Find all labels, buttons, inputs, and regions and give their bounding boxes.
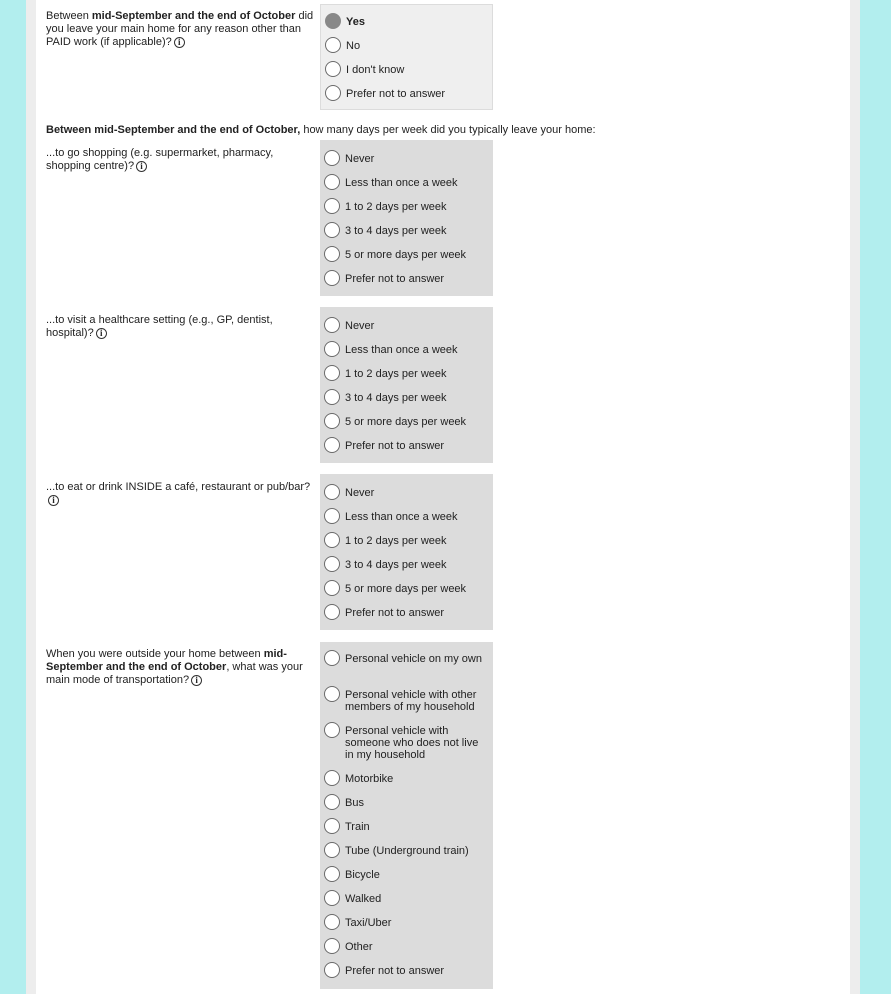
option-label: Prefer not to answer bbox=[345, 607, 445, 619]
option-label: Never bbox=[345, 487, 375, 499]
question-shopping bbox=[46, 147, 314, 173]
question-eat-drink bbox=[46, 481, 314, 507]
radio-button[interactable] bbox=[324, 389, 340, 405]
radio-button[interactable] bbox=[324, 604, 340, 620]
radio-button[interactable] bbox=[324, 222, 340, 238]
radio-button[interactable] bbox=[324, 938, 340, 954]
radio-button[interactable] bbox=[325, 61, 341, 77]
option-label: Tube (Underground train) bbox=[345, 845, 469, 857]
option-label: 1 to 2 days per week bbox=[345, 201, 447, 213]
option-label: 1 to 2 days per week bbox=[345, 368, 447, 380]
radio-button[interactable] bbox=[324, 198, 340, 214]
radio-button[interactable] bbox=[324, 508, 340, 524]
section-header-bold: Between mid-September and the end of October, bbox=[46, 124, 301, 136]
question-text: ...to visit a healthcare setting (e.g., GP, dentist, hospital)? bbox=[46, 314, 273, 339]
options-healthcare bbox=[320, 307, 493, 463]
left-gutter bbox=[26, 0, 36, 994]
radio-button[interactable] bbox=[324, 866, 340, 882]
option-label: 1 to 2 days per week bbox=[345, 535, 447, 547]
survey-page bbox=[36, 0, 850, 994]
question-bold-text: mid-September and the end of October bbox=[91, 10, 296, 22]
radio-button[interactable] bbox=[324, 580, 340, 596]
radio-button[interactable] bbox=[324, 890, 340, 906]
option-label: Less than once a week bbox=[345, 511, 458, 523]
option-label: 5 or more days per week bbox=[345, 249, 467, 261]
option-label: Prefer not to answer bbox=[345, 273, 445, 285]
option-label: 5 or more days per week bbox=[345, 416, 467, 428]
radio-button[interactable] bbox=[325, 85, 341, 101]
radio-button[interactable] bbox=[324, 962, 340, 978]
radio-button[interactable] bbox=[324, 365, 340, 381]
radio-button[interactable] bbox=[324, 246, 340, 262]
info-icon[interactable]: i bbox=[174, 37, 185, 48]
info-icon[interactable]: i bbox=[96, 328, 107, 339]
question-healthcare bbox=[46, 314, 314, 340]
option-label: Prefer not to answer bbox=[346, 88, 446, 100]
option-label: Walked bbox=[345, 893, 382, 905]
options-eat-drink bbox=[320, 474, 493, 630]
radio-button[interactable] bbox=[324, 341, 340, 357]
question-text: When you were outside your home between bbox=[46, 648, 264, 660]
option-label: Bicycle bbox=[345, 869, 380, 881]
question-text: ...to eat or drink INSIDE a café, restaurant or pub/bar? bbox=[46, 481, 311, 493]
options-leave-home bbox=[320, 4, 493, 110]
radio-button[interactable] bbox=[324, 532, 340, 548]
option-label: Train bbox=[345, 821, 370, 833]
radio-button[interactable] bbox=[324, 818, 340, 834]
option-label: Bus bbox=[345, 797, 364, 809]
option-label: Prefer not to answer bbox=[345, 440, 445, 452]
question-bold-text: mid-September and the end of October bbox=[46, 648, 287, 673]
option-label: Personal vehicle with other members of my household bbox=[345, 689, 477, 713]
radio-button[interactable] bbox=[324, 722, 340, 738]
radio-button[interactable] bbox=[324, 437, 340, 453]
radio-button[interactable] bbox=[324, 842, 340, 858]
question-transportation bbox=[46, 648, 314, 687]
radio-button[interactable] bbox=[324, 686, 340, 702]
radio-button[interactable] bbox=[324, 770, 340, 786]
option-label: 3 to 4 days per week bbox=[345, 225, 447, 237]
question-text: ...to go shopping (e.g. supermarket, pharmacy, shopping centre)? bbox=[46, 147, 274, 172]
option-label: 3 to 4 days per week bbox=[345, 559, 447, 571]
question-text: Between bbox=[46, 10, 92, 22]
options-shopping bbox=[320, 140, 493, 296]
radio-button[interactable] bbox=[324, 150, 340, 166]
radio-button[interactable] bbox=[325, 37, 341, 53]
radio-button[interactable] bbox=[324, 174, 340, 190]
radio-button[interactable] bbox=[324, 413, 340, 429]
right-gutter bbox=[850, 0, 860, 994]
option-label: Yes bbox=[346, 16, 365, 28]
section-header bbox=[46, 124, 836, 137]
radio-button[interactable] bbox=[324, 484, 340, 500]
option-label: No bbox=[346, 40, 361, 52]
info-icon[interactable]: i bbox=[48, 495, 59, 506]
option-label: Motorbike bbox=[345, 773, 394, 785]
radio-button[interactable] bbox=[324, 794, 340, 810]
option-label: 5 or more days per week bbox=[345, 583, 467, 595]
info-icon[interactable]: i bbox=[136, 161, 147, 172]
question-leave-home bbox=[46, 10, 314, 49]
option-label: Less than once a week bbox=[345, 177, 458, 189]
info-icon[interactable]: i bbox=[191, 675, 202, 686]
radio-button-selected[interactable] bbox=[325, 13, 341, 29]
option-label: Less than once a week bbox=[345, 344, 458, 356]
radio-button[interactable] bbox=[324, 317, 340, 333]
radio-button[interactable] bbox=[324, 270, 340, 286]
section-header-text: how many days per week did you typically leave your home: bbox=[300, 124, 596, 136]
options-transportation bbox=[320, 642, 493, 989]
option-label: Prefer not to answer bbox=[345, 965, 445, 977]
option-label: Never bbox=[345, 153, 375, 165]
question-text: , what was your main mode of transportation? bbox=[46, 661, 303, 686]
radio-button[interactable] bbox=[324, 914, 340, 930]
option-label: Never bbox=[345, 320, 375, 332]
question-text: did you leave your main home for any reason other than PAID work (if applicable)? bbox=[46, 10, 314, 48]
option-label: 3 to 4 days per week bbox=[345, 392, 447, 404]
option-label: Taxi/Uber bbox=[345, 917, 392, 929]
option-label: Personal vehicle with someone who does not live in my household bbox=[345, 725, 479, 761]
option-label: Other bbox=[345, 941, 373, 953]
option-label: Personal vehicle on my own bbox=[345, 653, 482, 665]
radio-button[interactable] bbox=[324, 650, 340, 666]
option-label: I don't know bbox=[346, 64, 405, 76]
radio-button[interactable] bbox=[324, 556, 340, 572]
